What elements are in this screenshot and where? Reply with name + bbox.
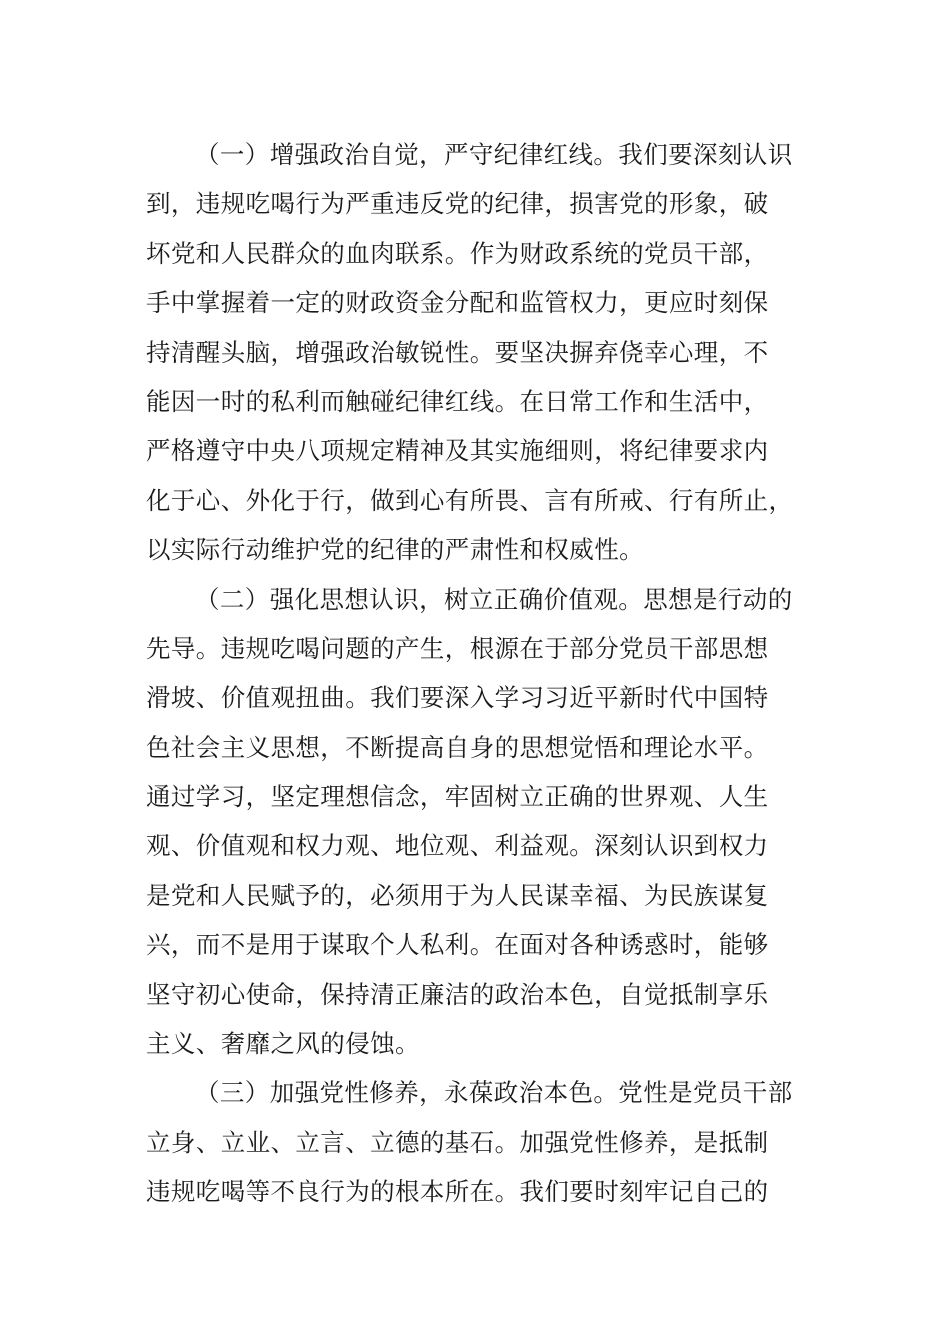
text-line: 观、价值观和权力观、地位观、利益观。深刻认识到权力 [146,831,769,861]
text-line: 能因一时的私利而触碰纪律红线。在日常工作和生活中， [146,386,769,416]
paragraph-first-line: （二）强化思想认识，树立正确价值观。思想是行动的 [195,584,793,614]
text-line: 滑坡、价值观扭曲。我们要深入学习习近平新时代中国特 [146,683,769,713]
text-line: 严格遵守中央八项规定精神及其实施细则，将纪律要求内 [146,436,769,466]
text-line: 立身、立业、立言、立德的基石。加强党性修养，是抵制 [146,1127,769,1157]
text-line: 手中掌握着一定的财政资金分配和监管权力，更应时刻保 [146,288,769,318]
text-line: 违规吃喝等不良行为的根本所在。我们要时刻牢记自己的 [146,1177,769,1207]
paragraph-first-line: （一）增强政治自觉，严守纪律红线。我们要深刻认识 [195,140,793,169]
text-line: 色社会主义思想，不断提高自身的思想觉悟和理论水平。 [146,732,769,762]
text-line: 兴，而不是用于谋取个人私利。在面对各种诱惑时，能够 [146,930,769,960]
text-line: 先导。违规吃喝问题的产生，根源在于部分党员干部思想 [146,633,769,663]
text-line: 坚守初心使命，保持清正廉洁的政治本色，自觉抵制享乐 [146,979,769,1009]
document-body [146,130,806,1217]
text-line: 通过学习，坚定理想信念，牢固树立正确的世界观、人生 [146,782,769,812]
text-line: 以实际行动维护党的纪律的严肃性和权威性。 [146,535,644,565]
text-line: 坏党和人民群众的血肉联系。作为财政系统的党员干部， [146,238,769,268]
text-line: 是党和人民赋予的，必须用于为人民谋幸福、为民族谋复 [146,880,769,910]
text-line: 主义、奢靡之风的侵蚀。 [146,1029,420,1059]
paragraph-first-line: （三）加强党性修养，永葆政治本色。党性是党员干部 [195,1078,793,1108]
text-line: 化于心、外化于行，做到心有所畏、言有所戒、行有所止， [146,485,794,515]
text-line: 持清醒头脑，增强政治敏锐性。要坚决摒弃侥幸心理，不 [146,337,769,367]
text-line: 到，违规吃喝行为严重违反党的纪律，损害党的形象，破 [146,189,769,219]
